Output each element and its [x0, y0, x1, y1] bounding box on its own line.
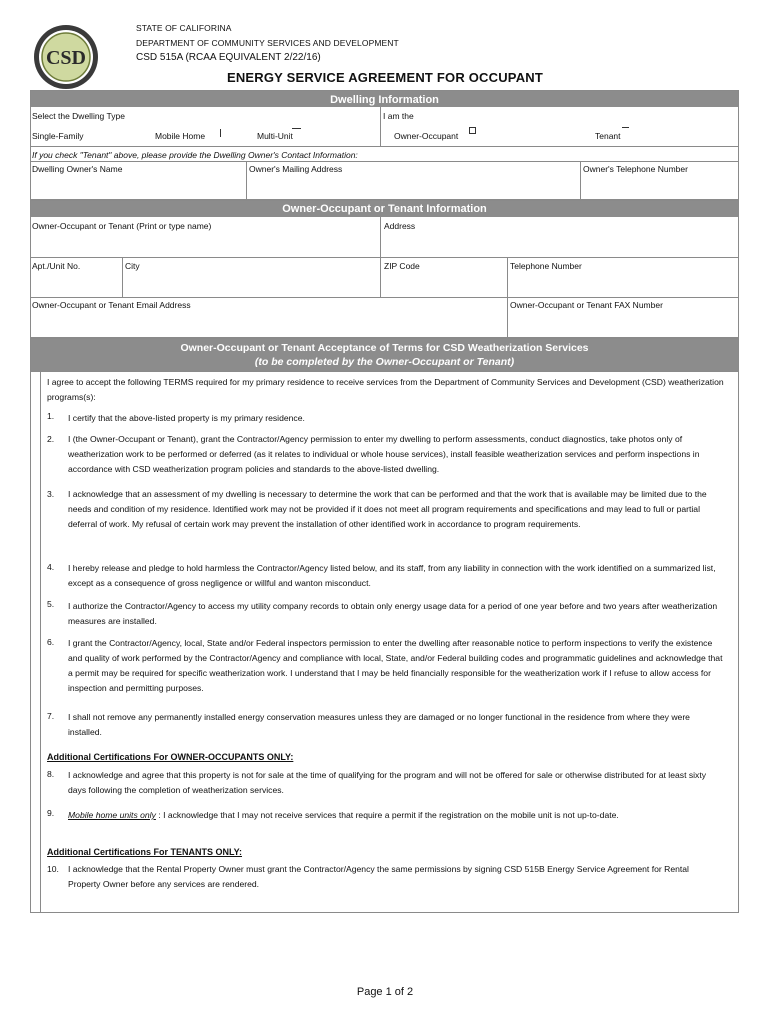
term-number: 6. [47, 637, 55, 647]
term-number: 1. [47, 411, 55, 421]
mobile-home-label: Mobile Home [155, 131, 206, 141]
single-family-label: Single-Family [32, 131, 84, 141]
tenant-checkbox[interactable] [622, 127, 629, 128]
dwelling-type-label: Select the Dwelling Type [32, 111, 125, 121]
agency-line-2: DEPARTMENT OF COMMUNITY SERVICES AND DEVELOPMENT [136, 38, 399, 48]
owner-address-label: Owner's Mailing Address [249, 164, 343, 174]
mobile-home-checkbox[interactable] [220, 129, 221, 137]
owner-name-field[interactable] [32, 177, 244, 198]
form-id: CSD 515A (RCAA EQUIVALENT 2/22/16) [136, 52, 321, 63]
term-text: I acknowledge that the Rental Property Owner must grant the Contractor/Agency the same permissions by signing CSD 515B Energy Service Agreement for Rental Property Owner before any services are rendered. [68, 864, 689, 889]
tenant-owner-note: If you check "Tenant" above, please provide the Dwelling Owner's Contact Information: [32, 150, 358, 160]
apt-unit-field[interactable] [32, 273, 120, 295]
term-text: I acknowledge that an assessment of my dwelling is necessary to determine the work that can be performed and that the work that is available may be limited due to the needs and condition of my residence. Identified work may not be provided if it does not meet all program requirements and specifications and may lead to full or partial deferral of work. My refusal of certain work may prevent the installation of other identified work in accordance to program requirements. [68, 489, 707, 529]
occupant-phone-field[interactable] [509, 273, 737, 295]
occupant-phone-label: Telephone Number [510, 261, 582, 271]
email-field[interactable] [32, 313, 505, 336]
email-label: Owner-Occupant or Tenant Email Address [32, 300, 191, 310]
owner-name-label: Dwelling Owner's Name [32, 164, 123, 174]
terms-subtitle: (to be completed by the Owner-Occupant or Tenant) [254, 356, 515, 368]
fax-field[interactable] [509, 313, 737, 336]
page-title: ENERGY SERVICE AGREEMENT FOR OCCUPANT [226, 70, 544, 85]
agency-line-1: STATE OF CALIFORINA [136, 23, 232, 33]
city-label: City [125, 261, 140, 271]
fax-label: Owner-Occupant or Tenant FAX Number [510, 300, 663, 310]
terms-intro: I agree to accept the following TERMS required for my primary residence to receive services from the Department of Community Services and Development (CSD) weatherization programs(s): [47, 377, 724, 402]
city-field[interactable] [124, 273, 378, 295]
owner-phone-field[interactable] [582, 177, 737, 198]
term-text: I shall not remove any permanently installed energy conservation measures unless they are damaged or no longer functional in the residence from where they were installed. [68, 712, 690, 737]
dwelling-info-header: Dwelling Information [31, 91, 738, 107]
multi-unit-label: Multi-Unit [257, 131, 293, 141]
term-text: I acknowledge and agree that this property is not for sale at the time of qualifying for the program and will not be offered for sale or otherwise distributed for at least sixty days following the completion of weatherization services. [68, 770, 707, 795]
mobile-home-lead: Mobile home units only [68, 810, 156, 820]
tenant-label: Tenant [595, 131, 621, 141]
terms-header [31, 339, 738, 371]
owner-occupants-heading: Additional Certifications For OWNER-OCCUPANTS ONLY: [47, 752, 294, 762]
term-number: 5. [47, 599, 55, 609]
seal-text: CSD [45, 47, 87, 69]
zip-field[interactable] [382, 273, 505, 295]
multi-unit-checkbox[interactable] [292, 128, 301, 129]
occupant-address-label: Address [384, 221, 416, 231]
term-text: I certify that the above-listed property is my primary residence. [68, 413, 305, 423]
i-am-the-label: I am the [383, 111, 414, 121]
term-text [68, 808, 723, 823]
term-number: 2. [47, 434, 55, 444]
term-number: 10. [47, 864, 59, 874]
occupant-name-field[interactable] [32, 233, 378, 255]
occupant-name-label: Owner-Occupant or Tenant (Print or type name) [32, 221, 212, 231]
term-number: 9. [47, 808, 55, 818]
owner-occupant-checkbox[interactable] [469, 127, 476, 134]
term-text: I grant the Contractor/Agency, local, State and/or Federal inspectors permission to enter the dwelling after reasonable notice to perform inspections to verify the existence and quality of work performed by the Contractor/Agency and compliance with local, State, and/or Federal building codes and programmatic guidelines and acknowledge that a permit may be required for specific weatherization work. I understand that I may be held financially responsible for the weatherization work if I refuse to allow access for inspection and permitting purposes. [68, 638, 723, 693]
occupant-info-header: Owner-Occupant or Tenant Information [31, 201, 738, 217]
tenants-heading: Additional Certifications For TENANTS ONLY: [47, 847, 243, 857]
occupant-address-field[interactable] [382, 233, 737, 255]
page-number: Page 1 of 2 [356, 986, 414, 998]
owner-address-field[interactable] [248, 177, 578, 198]
owner-phone-label: Owner's Telephone Number [583, 164, 688, 174]
owner-occupant-label: Owner-Occupant [394, 131, 459, 141]
term-number: 3. [47, 489, 55, 499]
apt-unit-label: Apt./Unit No. [32, 261, 81, 271]
term-text: I (the Owner-Occupant or Tenant), grant the Contractor/Agency permission to enter my dwelling to perform assessments, conduct diagnostics, take photos only of weatherization work to be performed or deferred (as it relates to individual or whole house services), install feasible weatherization services and perform inspections in accordance with CSD weatherization program policies and standards to the above-listed dwelling. [68, 434, 700, 474]
term-number: 7. [47, 711, 55, 721]
term-number: 4. [47, 562, 55, 572]
term-number: 8. [47, 769, 55, 779]
zip-label: ZIP Code [384, 261, 420, 271]
term-text: I hereby release and pledge to hold harmless the Contractor/Agency listed below, and its staff, from any liability in connection with the work identified on a summarized list, except as a consequence of gross negligence or willful and wanton misconduct. [68, 563, 716, 588]
mobile-home-text: : I acknowledge that I may not receive services that require a permit if the registration on the mobile unit is not up-to-date. [155, 810, 619, 820]
term-text: I authorize the Contractor/Agency to access my utility company records to obtain only energy usage data for a period of one year before and two years after weatherization measures are installed. [68, 601, 718, 626]
terms-title: Owner-Occupant or Tenant Acceptance of Terms for CSD Weatherization Services [180, 342, 589, 354]
